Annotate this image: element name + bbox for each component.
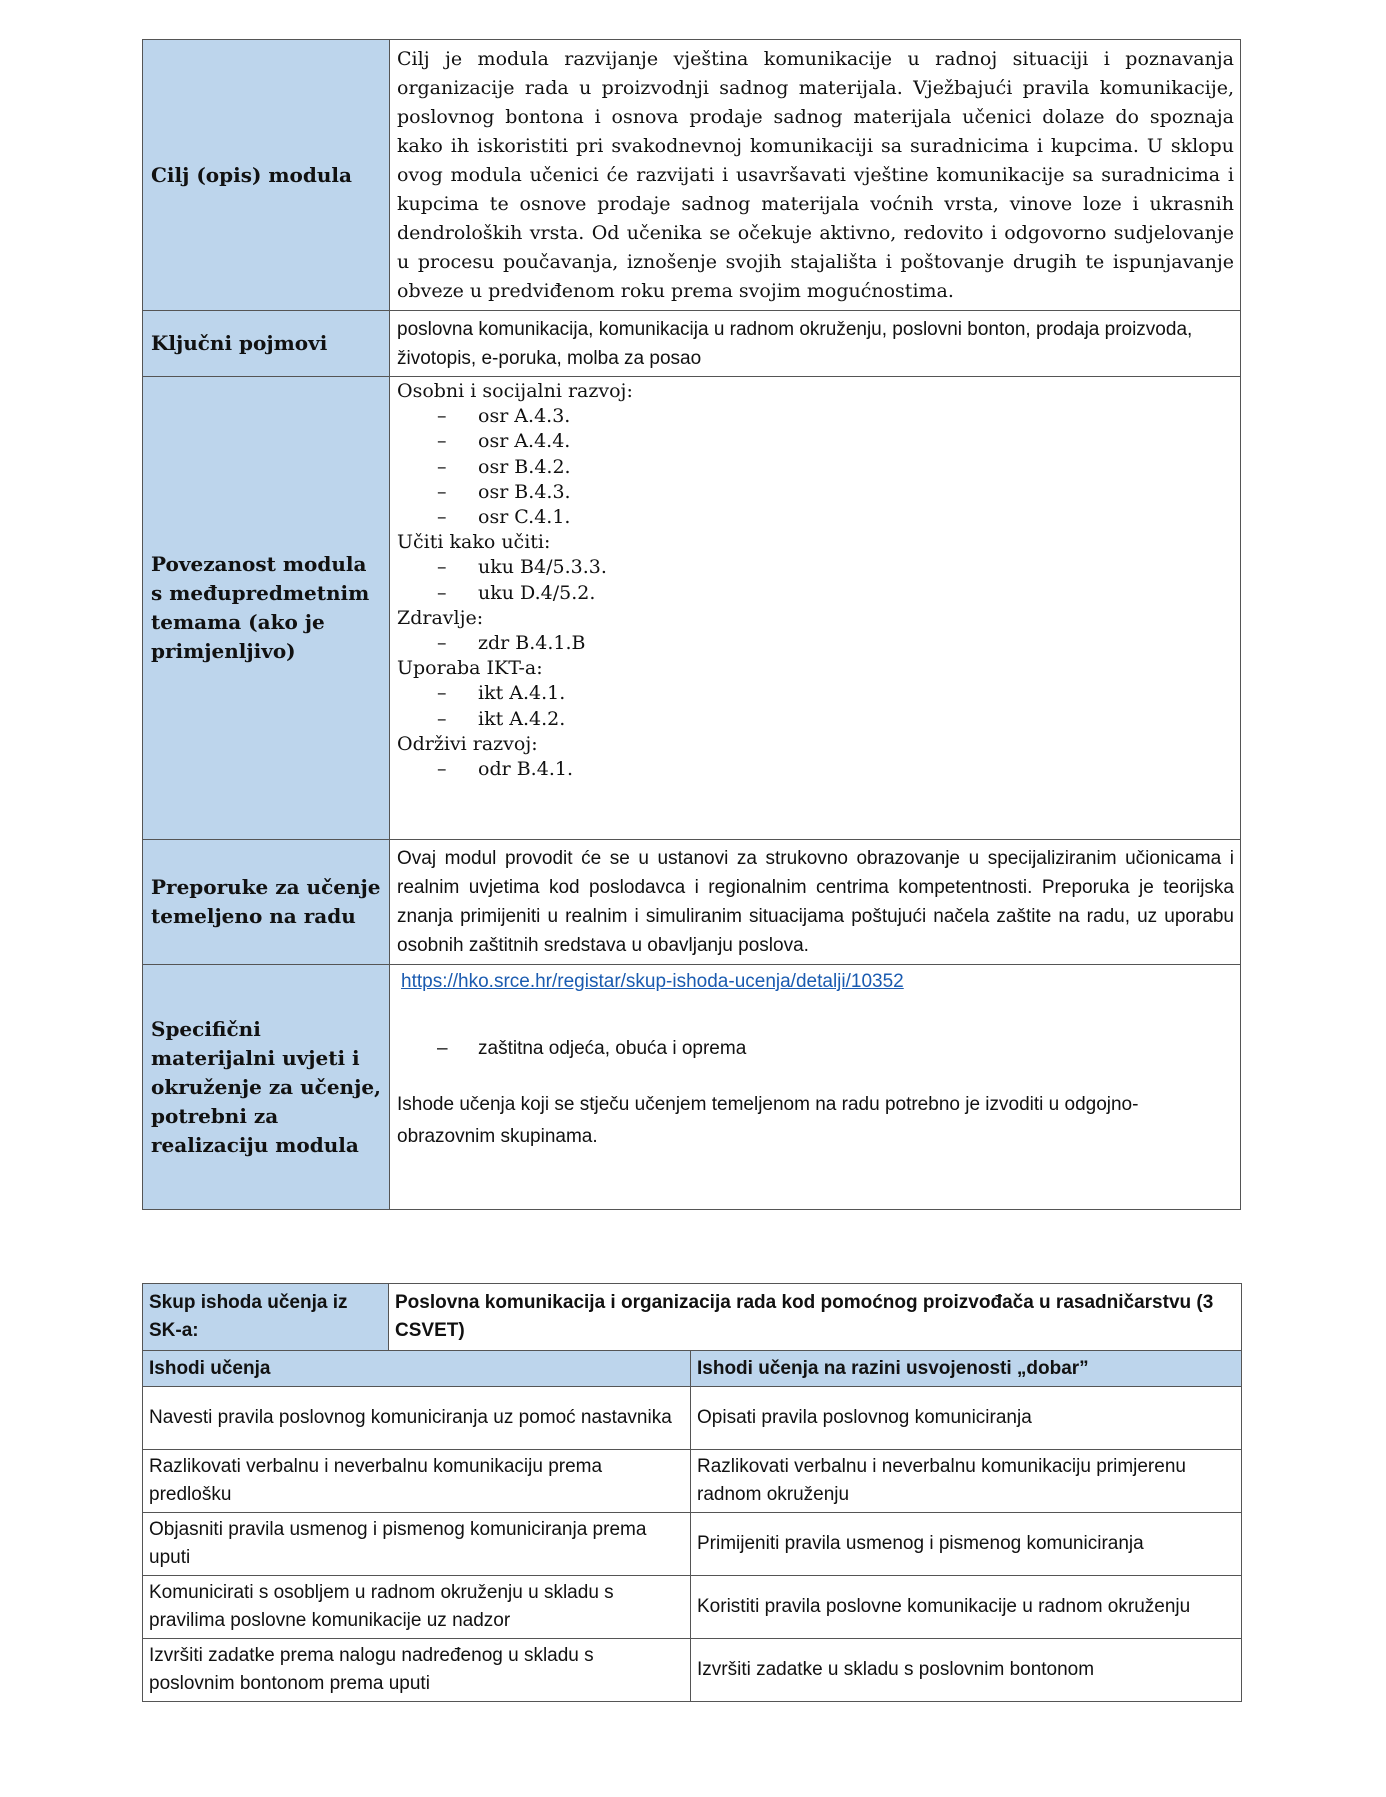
group-title: Uporaba IKT-a: (397, 657, 543, 680)
outcome-good-cell: Razlikovati verbalnu i neverbalnu komunikaciju primjerenu radnom okruženju (691, 1450, 1242, 1513)
table-row (143, 1639, 1242, 1702)
list-item: – ikt A.4.2. (397, 707, 1234, 732)
header-outcomes-good: Ishodi učenja na razini usvojenosti „dobar” (691, 1351, 1242, 1387)
row-work-based-learning (143, 840, 1241, 965)
dash-bullet-icon: – (437, 430, 447, 453)
set-row (143, 1284, 1242, 1351)
outcome-cell: Objasniti pravila usmenog i pismenog komuniciranja prema uputi (143, 1513, 691, 1576)
outcome-cell: Navesti pravila poslovnog komuniciranja uz pomoć nastavnika (143, 1387, 691, 1450)
dash-bullet-icon: – (437, 455, 447, 478)
header-outcomes: Ishodi učenja (143, 1351, 691, 1387)
dash-bullet-icon: – (437, 556, 447, 579)
dash-bullet-icon: – (437, 581, 447, 604)
outcome-cell: Komunicirati s osobljem u radnom okruženju u skladu s pravilima poslovne komunikacije uz nadzor (143, 1576, 691, 1639)
list-item: – zaštitna odjeća, obuća i oprema (397, 1034, 1234, 1063)
cross-curricular-label: Povezanost modula s međupredmetnim temama (ako je primjenljivo) (143, 377, 390, 840)
dash-bullet-icon: – (437, 405, 447, 428)
list-item: – osr A.4.4. (397, 429, 1234, 454)
hko-registry-link[interactable]: https://hko.srce.hr/registar/skup-ishoda-ucenja/detalji/10352 (401, 971, 904, 992)
outcome-cell: Izvršiti zadatke prema nalogu nadređenog u skladu s poslovnim bontonom prema uputi (143, 1639, 691, 1702)
list-item: – osr A.4.3. (397, 404, 1234, 429)
key-terms-text: poslovna komunikacija, komunikacija u radnom okruženju, poslovni bonton, prodaja proizvoda, životopis, e-poruka, molba za posao (390, 311, 1241, 377)
list-item: – odr B.4.1. (397, 757, 1234, 782)
row-material-conditions (143, 965, 1241, 1210)
list-item: – zdr B.4.1.B (397, 631, 1234, 656)
table-row (143, 1513, 1242, 1576)
key-terms-label: Ključni pojmovi (143, 311, 390, 377)
group-title: Osobni i socijalni razvoj: (397, 380, 633, 402)
cross-curricular-list (390, 377, 1241, 840)
outcome-good-cell: Izvršiti zadatke u skladu s poslovnim bontonom (691, 1639, 1242, 1702)
list-item: – uku D.4/5.2. (397, 581, 1234, 606)
outcome-good-cell: Primijeniti pravila usmenog i pismenog komuniciranja (691, 1513, 1242, 1576)
set-title: Poslovna komunikacija i organizacija rada kod pomoćnog proizvođača u rasadničarstvu (3 CSVET) (389, 1284, 1242, 1351)
list-item: – uku B4/5.3.3. (397, 555, 1234, 580)
module-info-table (142, 39, 1241, 1210)
dash-bullet-icon: – (437, 480, 447, 503)
material-conditions-label: Specifični materijalni uvjeti i okruženje za učenje, potrebni za realizaciju modula (143, 965, 390, 1210)
list-item: – osr C.4.1. (397, 505, 1234, 530)
dash-bullet-icon: – (437, 682, 447, 705)
set-label: Skup ishoda učenja iz SK-a: (143, 1284, 389, 1351)
goal-text: Cilj je modula razvijanje vještina komunikacije u radnoj situaciji i poznavanja organizacije rada u proizvodnji sadnog materijala. Vježbajući pravila komunikacije, poslovnog bontona i osnova prodaje sadnog materijala učenici dolaze do spoznaja kako ih iskoristiti pri svakodnevnoj komunikaciji sa suradnicima i kupcima. U sklopu ovog modula učenici će razvijati i usavršavati vještine komunikacije sa suradnicima i kupcima te osnove prodaje sadnog materijala voćnih vrsta, vinove loze i ukrasnih dendroloških vrsta. Od učenika se očekuje aktivno, redovito i odgovorno sudjelovanje u procesu poučavanja, iznošenje svojih stajališta i poštovanje drugih te ispunjavanje obveze u predviđenom roku prema svojim mogućnostima. (390, 40, 1241, 311)
outcome-good-cell: Koristiti pravila poslovne komunikacije u radnom okruženju (691, 1576, 1242, 1639)
outcome-good-cell: Opisati pravila poslovnog komuniciranja (691, 1387, 1242, 1450)
row-key-terms (143, 311, 1241, 377)
group-title: Učiti kako učiti: (397, 531, 551, 554)
learning-outcomes-table (142, 1283, 1242, 1702)
group-title: Zdravlje: (397, 606, 484, 629)
row-cross-curricular (143, 377, 1241, 840)
work-based-note: Ishode učenja koji se stječu učenjem temeljenom na radu potrebno je izvoditi u odgojno-obrazovnim skupinama. (397, 1094, 1139, 1147)
group-title: Održivi razvoj: (397, 732, 538, 755)
table-row (143, 1387, 1242, 1450)
dash-bullet-icon: – (437, 506, 447, 529)
list-item: – osr B.4.3. (397, 480, 1234, 505)
goal-label: Cilj (opis) modula (143, 40, 390, 311)
table-row (143, 1450, 1242, 1513)
outcome-cell: Razlikovati verbalnu i neverbalnu komunikaciju prema predlošku (143, 1450, 691, 1513)
material-conditions-cell (390, 965, 1241, 1210)
list-item: – ikt A.4.1. (397, 681, 1234, 706)
dash-bullet-icon: – (437, 1038, 448, 1059)
list-item: – osr B.4.2. (397, 455, 1234, 480)
work-based-learning-text: Ovaj modul provodit će se u ustanovi za strukovno obrazovanje u specijaliziranim učionicama i realnim uvjetima kod poslodavca i regionalnim centrima kompetentnosti. Preporuka je teorijska znanja primijeniti u realnim i simuliranim situacijama poštujući načela zaštite na radu, uz uporabu osobnih zaštitnih sredstava u obavljanju poslova. (390, 840, 1241, 965)
dash-bullet-icon: – (437, 758, 447, 781)
dash-bullet-icon: – (437, 707, 447, 730)
dash-bullet-icon: – (437, 632, 447, 655)
row-goal (143, 40, 1241, 311)
header-row (143, 1351, 1242, 1387)
work-based-learning-label: Preporuke za učenje temeljeno na radu (143, 840, 390, 965)
table-row (143, 1576, 1242, 1639)
